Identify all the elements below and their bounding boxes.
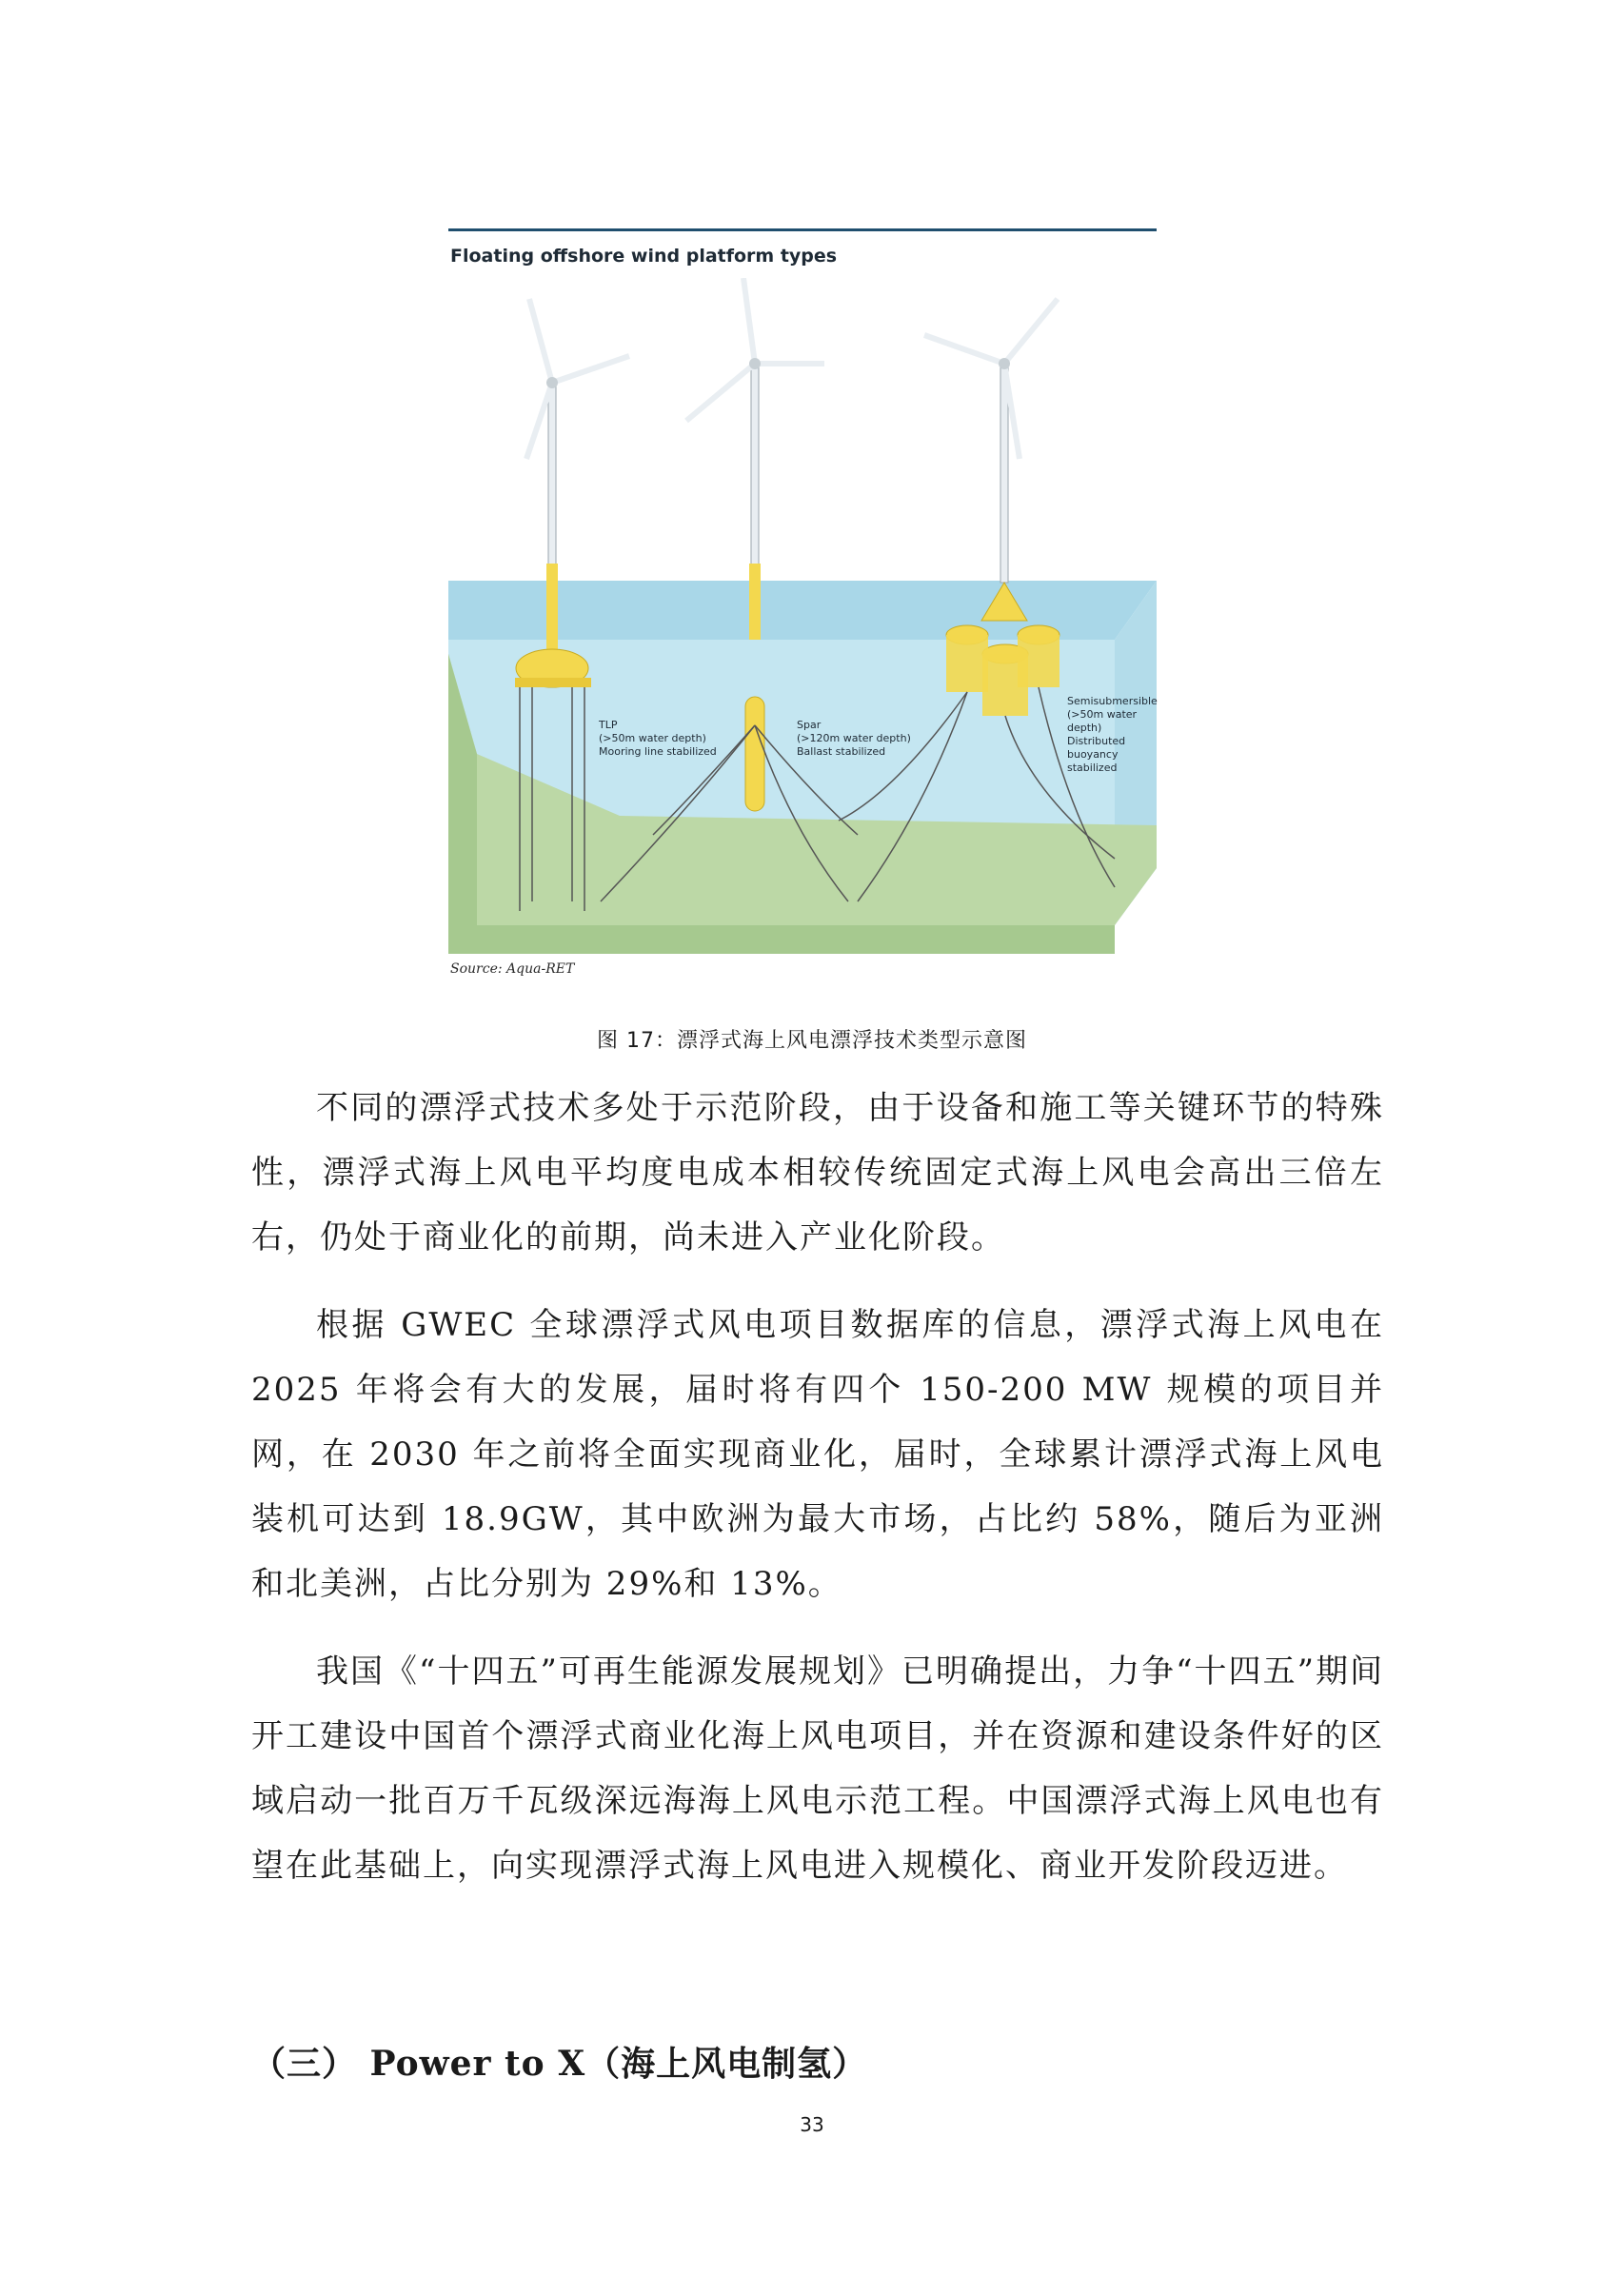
section-heading: （三） Power to X（海上风电制氢）: [251, 2044, 868, 2084]
page-number: 33: [800, 2113, 824, 2136]
floating-platforms-illustration: [448, 278, 1157, 954]
seabed-front: [448, 925, 1115, 954]
body-text: [251, 1076, 1384, 1898]
figure-top-rule: [448, 228, 1157, 231]
figure-caption: 图 17：漂浮式海上风电漂浮技术类型示意图: [597, 1029, 1027, 1053]
label-spar: Spar (>120m water depth) Ballast stabilized: [797, 719, 911, 758]
figure-floating-platforms: [448, 228, 1157, 980]
paragraph-1: 不同的漂浮式技术多处于示范阶段，由于设备和施工等关键环节的特殊性，漂浮式海上风电平均度电成本相较传统固定式海上风电会高出三倍左右，仍处于商业化的前期，尚未进入产业化阶段。: [251, 1089, 1384, 1257]
label-tlp: TLP (>50m water depth) Mooring line stabilized: [599, 719, 717, 758]
figure-source: Source: Aqua-RET: [450, 961, 575, 977]
paragraph-3: 我国《“十四五”可再生能源发展规划》已明确提出，力争“十四五”期间开工建设中国首个漂浮式商业化海上风电项目，并在资源和建设条件好的区域启动一批百万千瓦级深远海海上风电示范工程。中国漂浮式海上风电也有望在此基础上，向实现漂浮式海上风电进入规模化、商业开发阶段迈进。: [251, 1653, 1384, 1885]
figure-title: Floating offshore wind platform types: [450, 246, 838, 267]
paragraph-2: 根据 GWEC 全球漂浮式风电项目数据库的信息，漂浮式海上风电在 2025 年将会有大的发展，届时将有四个 150-200 MW 规模的项目并网，在 2030 年之前将全面实现商业化，届时，全球累计漂浮式海上风电装机可达到 18.9GW，其中欧洲为最大市场，占比约 58%，随后为亚洲和北美洲，占比分别为 29%和 13%。: [251, 1306, 1384, 1603]
label-semisubmersible: Semisubmersible (>50m water depth) Distributed buoyancy stabilized: [1067, 695, 1158, 774]
